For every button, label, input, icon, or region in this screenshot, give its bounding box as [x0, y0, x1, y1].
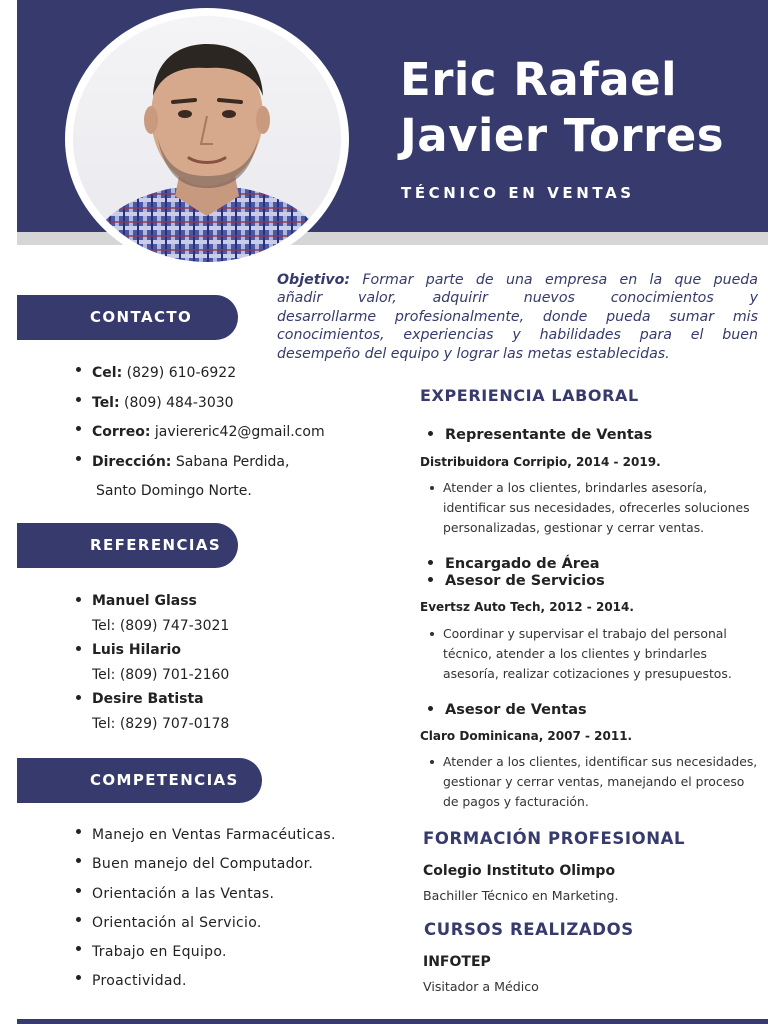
- footer-bar: [17, 1019, 768, 1024]
- candidate-name: [400, 52, 724, 164]
- job-title: [428, 702, 587, 719]
- experience-heading: EXPERIENCIA LABORAL: [420, 386, 639, 405]
- contact-list: [74, 359, 325, 507]
- reference-name: Luis Hilario: [92, 642, 181, 659]
- education-heading: FORMACIÓN PROFESIONAL: [423, 829, 686, 848]
- job-desc-line: de pagos y facturación.: [443, 794, 589, 809]
- contact-label: Dirección:: [92, 453, 172, 470]
- job-description: [430, 478, 766, 538]
- competency-item: Buen manejo del Computador.: [74, 850, 336, 879]
- job-desc-line: Coordinar y supervisar el trabajo del personal: [443, 626, 727, 641]
- job-desc-line: Atender a los clientes, identificar sus necesidades,: [443, 754, 758, 769]
- objective-line-3: desarrollarme profesionalmente, donde pueda sumar mis: [277, 308, 758, 325]
- reference-phone: Tel: (809) 701-2160: [92, 666, 230, 683]
- contact-value: (829) 610-6922: [122, 365, 237, 381]
- name-line-2: Javier Torres: [400, 109, 725, 162]
- competency-item: Orientación a las Ventas.: [74, 880, 336, 909]
- profile-photo: [65, 8, 349, 270]
- job-company: Claro Dominicana, 2007 - 2011.: [420, 729, 633, 743]
- reference-item: [74, 589, 229, 614]
- reference-name: Manuel Glass: [92, 593, 197, 609]
- reference-phone: Tel: (809) 747-3021: [92, 617, 230, 634]
- job-title: [428, 427, 652, 444]
- contact-label: Tel:: [92, 394, 120, 411]
- education-degree: Bachiller Técnico en Marketing.: [423, 888, 619, 903]
- course-institution: INFOTEP: [423, 954, 491, 970]
- reference-name: Desire Batista: [92, 691, 204, 708]
- job-title-text: Representante de Ventas: [445, 427, 653, 443]
- contact-email: [74, 418, 325, 448]
- job-desc-line: asesoría, realizar cotizaciones y presupuestos.: [443, 666, 732, 681]
- references-list: [74, 589, 229, 737]
- contact-label: Correo:: [92, 424, 151, 440]
- contact-value: Sabana Perdida,: [171, 453, 290, 470]
- job-desc-line: Atender a los clientes, brindarles asesoría,: [443, 480, 708, 495]
- job-description: [430, 624, 766, 684]
- contact-label: Cel:: [92, 365, 123, 381]
- job-description: [430, 752, 766, 812]
- contact-address: [74, 448, 325, 478]
- education-institution: Colegio Instituto Olimpo: [423, 863, 616, 879]
- contact-tel: [74, 389, 325, 419]
- objective-line-4: conocimientos, experiencias y habilidades para el buen: [277, 327, 758, 344]
- contact-address-cont: Santo Domingo Norte.: [96, 483, 252, 499]
- references-heading: REFERENCIAS: [17, 523, 238, 568]
- job-desc-line: técnico, atender a los clientes y brindarles: [443, 646, 707, 661]
- competency-item: Orientación al Servicio.: [74, 909, 336, 938]
- objective-line-5: desempeño del equipo y lograr las metas establecidas.: [277, 345, 670, 362]
- contact-value: (809) 484-3030: [119, 394, 234, 411]
- job-role: TÉCNICO EN VENTAS: [401, 184, 635, 202]
- competencies-heading: COMPETENCIAS: [17, 758, 262, 803]
- competencies-list: [74, 821, 336, 997]
- reference-phone: Tel: (829) 707-0178: [92, 715, 230, 732]
- job-company: Distribuidora Corripio, 2014 - 2019.: [420, 455, 661, 469]
- objective-label: Objetivo:: [277, 272, 351, 288]
- job-title: [428, 573, 605, 590]
- name-line-1: Eric Rafael: [400, 53, 678, 106]
- job-title-text: Asesor de Servicios: [445, 573, 605, 589]
- course-name: Visitador a Médico: [423, 979, 539, 994]
- reference-item: [74, 687, 229, 712]
- contact-heading: CONTACTO: [17, 295, 238, 340]
- competency-item: Trabajo en Equipo.: [74, 938, 336, 967]
- job-desc-line: gestionar y cerrar ventas, manejando el proceso: [443, 774, 745, 789]
- job-title-text: Encargado de Área: [445, 556, 600, 572]
- contact-value: javiereric42@gmail.com: [150, 424, 325, 440]
- objective-paragraph: [277, 271, 758, 363]
- objective-line-2: añadir valor, adquirir nuevos conocimientos y: [277, 290, 758, 307]
- job-desc-line: identificar sus necesidades, ofrecerles soluciones: [443, 500, 750, 515]
- job-title: [428, 556, 600, 573]
- competency-item: Manejo en Ventas Farmacéuticas.: [74, 821, 336, 850]
- person-portrait-icon: [73, 16, 341, 262]
- reference-item: [74, 638, 229, 663]
- competency-item: Proactividad.: [74, 967, 336, 996]
- contact-cel: [74, 359, 325, 389]
- job-title-text: Asesor de Ventas: [445, 702, 587, 718]
- courses-heading: CURSOS REALIZADOS: [424, 920, 634, 939]
- job-company: Evertsz Auto Tech, 2012 - 2014.: [420, 600, 634, 614]
- job-desc-line: personalizadas, gestionar y cerrar ventas.: [443, 520, 705, 535]
- objective-line-1: Formar parte de una empresa en la que pueda: [362, 272, 759, 288]
